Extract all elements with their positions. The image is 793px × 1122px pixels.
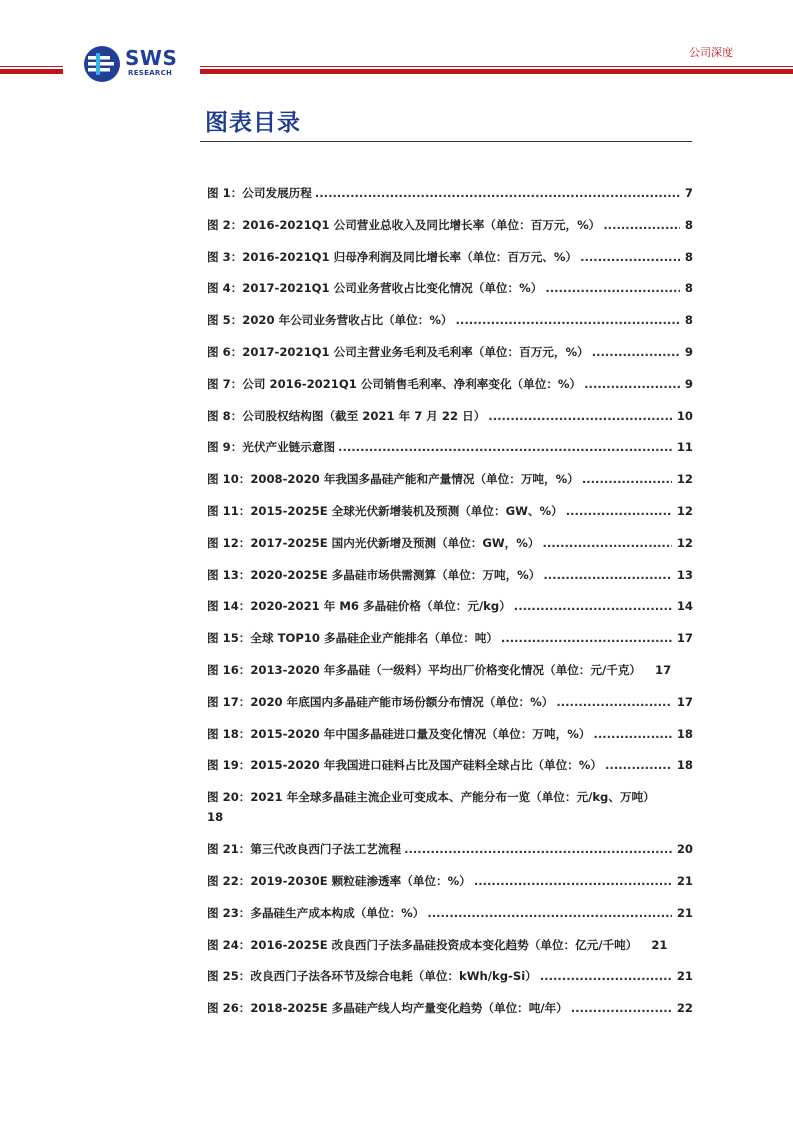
toc-entry[interactable] — [207, 598, 693, 630]
report-type-label: 公司深度 — [689, 46, 733, 59]
toc-entry-page: 21 — [651, 937, 668, 952]
sws-logo — [82, 44, 192, 84]
toc-entry[interactable] — [207, 937, 693, 969]
toc-leader-dots — [593, 727, 671, 741]
toc-leader-dots — [315, 186, 680, 200]
toc-entry-page: 18 — [676, 726, 693, 741]
toc-entry[interactable] — [207, 471, 693, 503]
toc-entry-page: 22 — [676, 1001, 693, 1016]
toc-entry-page: 21 — [676, 905, 693, 920]
toc-leader-dots — [501, 631, 672, 645]
toc-entry-page: 7 — [684, 186, 693, 200]
toc-entry-page: 11 — [676, 440, 693, 455]
toc-leader-dots — [580, 250, 680, 264]
toc-entry-page: 18 — [676, 758, 693, 773]
toc-entry-page: 8 — [684, 313, 693, 328]
toc-leader-dots — [543, 568, 671, 582]
figure-index-list — [207, 185, 693, 1032]
toc-entry[interactable] — [207, 789, 693, 841]
toc-entry[interactable] — [207, 439, 693, 471]
toc-entry-label: 图 2：2016-2021Q1 公司营业总收入及同比增长率（单位：百万元，%） — [207, 217, 601, 232]
toc-entry[interactable] — [207, 503, 693, 535]
toc-entry-label: 图 17：2020 年底国内多晶硅产能市场份额分布情况（单位：%） — [207, 694, 554, 709]
toc-leader-dots — [456, 313, 680, 327]
toc-leader-dots — [571, 1001, 672, 1015]
toc-entry-label: 图 6：2017-2021Q1 公司主营业务毛利及毛利率（单位：百万元，%） — [207, 344, 589, 359]
toc-entry[interactable] — [207, 249, 693, 281]
toc-entry-label: 图 26：2018-2025E 多晶硅产线人均产量变化趋势（单位：吨/年） — [207, 1001, 568, 1016]
toc-entry[interactable] — [207, 841, 693, 873]
toc-entry-page: 17 — [676, 631, 693, 646]
toc-entry-page: 10 — [676, 408, 693, 423]
toc-entry-page: 9 — [684, 376, 693, 391]
toc-entry[interactable] — [207, 312, 693, 344]
toc-entry[interactable] — [207, 376, 693, 408]
sws-logo-icon — [82, 44, 122, 84]
toc-entry[interactable] — [207, 726, 693, 758]
toc-leader-dots — [605, 758, 672, 772]
toc-leader-dots — [592, 345, 680, 359]
toc-entry[interactable] — [207, 662, 693, 694]
toc-leader-dots — [582, 472, 672, 486]
toc-entry-page: 8 — [684, 281, 693, 296]
page-title: 图表目录 — [205, 110, 301, 136]
logo-text: SWS — [125, 46, 178, 70]
toc-entry-page: 18 — [207, 810, 224, 825]
toc-leader-dots — [338, 440, 672, 454]
toc-leader-dots — [566, 504, 672, 518]
toc-entry[interactable] — [207, 968, 693, 1000]
toc-entry[interactable] — [207, 408, 693, 440]
toc-entry-page: 12 — [676, 472, 693, 487]
toc-entry-page: 12 — [676, 535, 693, 550]
toc-entry[interactable] — [207, 630, 693, 662]
toc-leader-dots — [474, 874, 672, 888]
toc-entry-label: 图 14：2020-2021 年 M6 多晶硅价格（单位：元/kg） — [207, 599, 511, 614]
toc-entry-label: 图 19：2015-2020 年我国进口硅料占比及国产硅料全球占比（单位：%） — [207, 758, 603, 773]
toc-entry[interactable] — [207, 873, 693, 905]
toc-entry-label: 图 11：2015-2025E 全球光伏新增装机及预测（单位：GW、%） — [207, 503, 563, 518]
logo-subtext: RESEARCH — [128, 69, 173, 77]
toc-entry[interactable] — [207, 280, 693, 312]
toc-entry[interactable] — [207, 567, 693, 599]
toc-entry-page: 12 — [676, 503, 693, 518]
header-rule-right — [200, 66, 793, 74]
toc-entry-label: 图 3：2016-2021Q1 归母净利润及同比增长率（单位：百万元、%） — [207, 249, 578, 264]
toc-entry[interactable] — [207, 757, 693, 789]
toc-entry[interactable] — [207, 535, 693, 567]
toc-leader-dots — [584, 377, 680, 391]
header-rule-left — [0, 66, 63, 74]
toc-entry-label: 图 7：公司 2016-2021Q1 公司销售毛利率、净利率变化（单位：%） — [207, 376, 582, 391]
toc-entry-label: 图 25：改良西门子法各环节及综合电耗（单位：kWh/kg-Si） — [207, 969, 537, 984]
toc-entry-label: 图 22：2019-2030E 颗粒硅渗透率（单位：%） — [207, 873, 471, 888]
toc-entry-page: 17 — [655, 662, 672, 677]
toc-entry-label: 图 5：2020 年公司业务营收占比（单位：%） — [207, 313, 453, 328]
toc-leader-dots — [404, 842, 672, 856]
toc-leader-dots — [556, 695, 672, 709]
toc-entry-label: 图 4：2017-2021Q1 公司业务营收占比变化情况（单位：%） — [207, 281, 543, 296]
toc-entry-label: 图 8：公司股权结构图（截至 2021 年 7 月 22 日） — [207, 408, 486, 423]
toc-entry-label: 图 21：第三代改良西门子法工艺流程 — [207, 842, 402, 857]
toc-entry-label: 图 12：2017-2025E 国内光伏新增及预测（单位：GW，%） — [207, 535, 540, 550]
toc-entry-label: 图 24：2016-2025E 改良西门子法多晶硅投资成本变化趋势（单位：亿元/千吨） — [207, 937, 638, 952]
toc-leader-dots — [540, 969, 672, 983]
toc-entry-label: 图 1：公司发展历程 — [207, 186, 312, 200]
toc-leader-dots — [543, 536, 672, 550]
toc-entry-label: 图 10：2008-2020 年我国多晶硅产能和产量情况（单位：万吨，%） — [207, 472, 579, 487]
toc-leader-dots — [514, 599, 672, 613]
toc-entry-label: 图 23：多晶硅生产成本构成（单位：%） — [207, 905, 425, 920]
toc-entry[interactable] — [207, 217, 693, 249]
toc-entry-page: 8 — [684, 217, 693, 232]
toc-entry-label: 图 13：2020-2025E 多晶硅市场供需测算（单位：万吨，%） — [207, 567, 541, 582]
toc-entry-label: 图 15：全球 TOP10 多晶硅企业产能排名（单位：吨） — [207, 631, 498, 646]
toc-entry[interactable] — [207, 694, 693, 726]
toc-leader-dots — [488, 409, 672, 423]
toc-entry-page: 8 — [684, 249, 693, 264]
toc-entry-label: 图 16：2013-2020 年多晶硅（一级料）平均出厂价格变化情况（单位：元/千克） — [207, 662, 642, 677]
toc-entry[interactable] — [207, 344, 693, 376]
toc-entry-page: 9 — [684, 344, 693, 359]
toc-leader-dots — [603, 218, 680, 232]
toc-entry-page: 21 — [676, 873, 693, 888]
toc-entry-page: 21 — [676, 969, 693, 984]
toc-entry-page: 17 — [676, 694, 693, 709]
toc-leader-dots — [545, 281, 680, 295]
toc-entry-label: 图 20：2021 年全球多晶硅主流企业可变成本、产能分布一览（单位：元/kg、万吨） — [207, 790, 655, 805]
toc-entry-label: 图 18：2015-2020 年中国多晶硅进口量及变化情况（单位：万吨，%） — [207, 726, 591, 741]
toc-entry-page: 14 — [676, 599, 693, 614]
toc-entry[interactable] — [207, 185, 693, 217]
title-divider — [200, 141, 692, 142]
toc-entry-label: 图 9：光伏产业链示意图 — [207, 440, 336, 455]
toc-entry[interactable] — [207, 905, 693, 937]
toc-entry[interactable] — [207, 1000, 693, 1032]
toc-leader-dots — [427, 906, 672, 920]
toc-entry-page: 20 — [676, 842, 693, 857]
toc-entry-page: 13 — [676, 567, 693, 582]
